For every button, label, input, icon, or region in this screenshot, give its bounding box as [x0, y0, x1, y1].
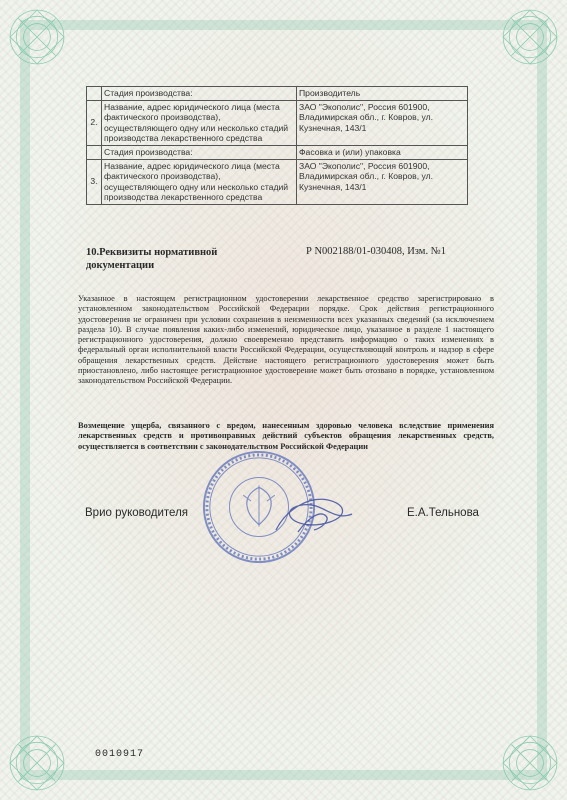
signatory-name: Е.А.Тельнова [407, 507, 479, 519]
entity-address: ЗАО "Экополис", Россия 601900, Владимирская обл., г. Ковров, ул. Кузнечная, 143/1 [297, 100, 468, 145]
handwritten-signature [268, 490, 358, 538]
row-number [87, 87, 102, 101]
normative-doc-number: Р N002188/01-030408, Изм. №1 [306, 246, 446, 257]
table-row [87, 159, 468, 204]
production-stages-table [86, 86, 468, 205]
entity-address: ЗАО "Экополис", Россия 601900, Владимирская обл., г. Ковров, ул. Кузнечная, 143/1 [297, 159, 468, 204]
stage-value: Производитель [297, 87, 468, 101]
row-number: 2. [87, 100, 102, 145]
validity-paragraph: Указанное в настоящем регистрационном удостоверении лекарственное средство зарегистрировано в установленном законодательством Российской Федерации порядке. Срок действия регистрационного удостоверения не ограничен при условии сохранения в неизменности всех указанных сведений (за исключением раздела 10). В случае появления каких-либо изменений, юридическое лицо, указанное в разделе 1 настоящего регистрационного удостоверения, должно своевременно представить информацию о таких изменениях в федеральный орган исполнительной власти Российской Федерации, осуществляющий контроль и надзор в сфере обращения лекарственных средств. Действие настоящего регистрационного удостоверения может быть приостановлено, либо настоящее регистрационное удостоверение может быть отозвано в порядке, установленном законодательством Российской Федерации. [78, 294, 494, 386]
serial-number: 0010917 [95, 749, 145, 760]
entity-label: Название, адрес юридического лица (места фактического производства), осуществляющего одну или несколько стадий производства лекарственного средства [102, 100, 297, 145]
stage-label: Стадия производства: [102, 87, 297, 101]
corner-rosette-bottom-right [499, 732, 561, 794]
row-number: 3. [87, 159, 102, 204]
corner-rosette-top-right [499, 6, 561, 68]
corner-rosette-top-left [6, 6, 68, 68]
signatory-title: Врио руководителя [85, 507, 189, 519]
row-number [87, 145, 102, 159]
entity-label: Название, адрес юридического лица (места фактического производства), осуществляющего одну или несколько стадий производства лекарственного средства [102, 159, 297, 204]
corner-rosette-bottom-left [6, 732, 68, 794]
damages-paragraph: Возмещение ущерба, связанного с вредом, нанесенным здоровью человека вследствие применения лекарственных средств и противоправных действий субъектов обращения лекарственных средств, осуществляется в соответствии с законодательством Российской Федерации [78, 421, 494, 451]
stage-label: Стадия производства: [102, 145, 297, 159]
table-row [87, 100, 468, 145]
section-10-heading: 10.Реквизиты нормативной документации [86, 247, 218, 271]
stage-value: Фасовка и (или) упаковка [297, 145, 468, 159]
table-row [87, 145, 468, 159]
table-row [87, 87, 468, 101]
